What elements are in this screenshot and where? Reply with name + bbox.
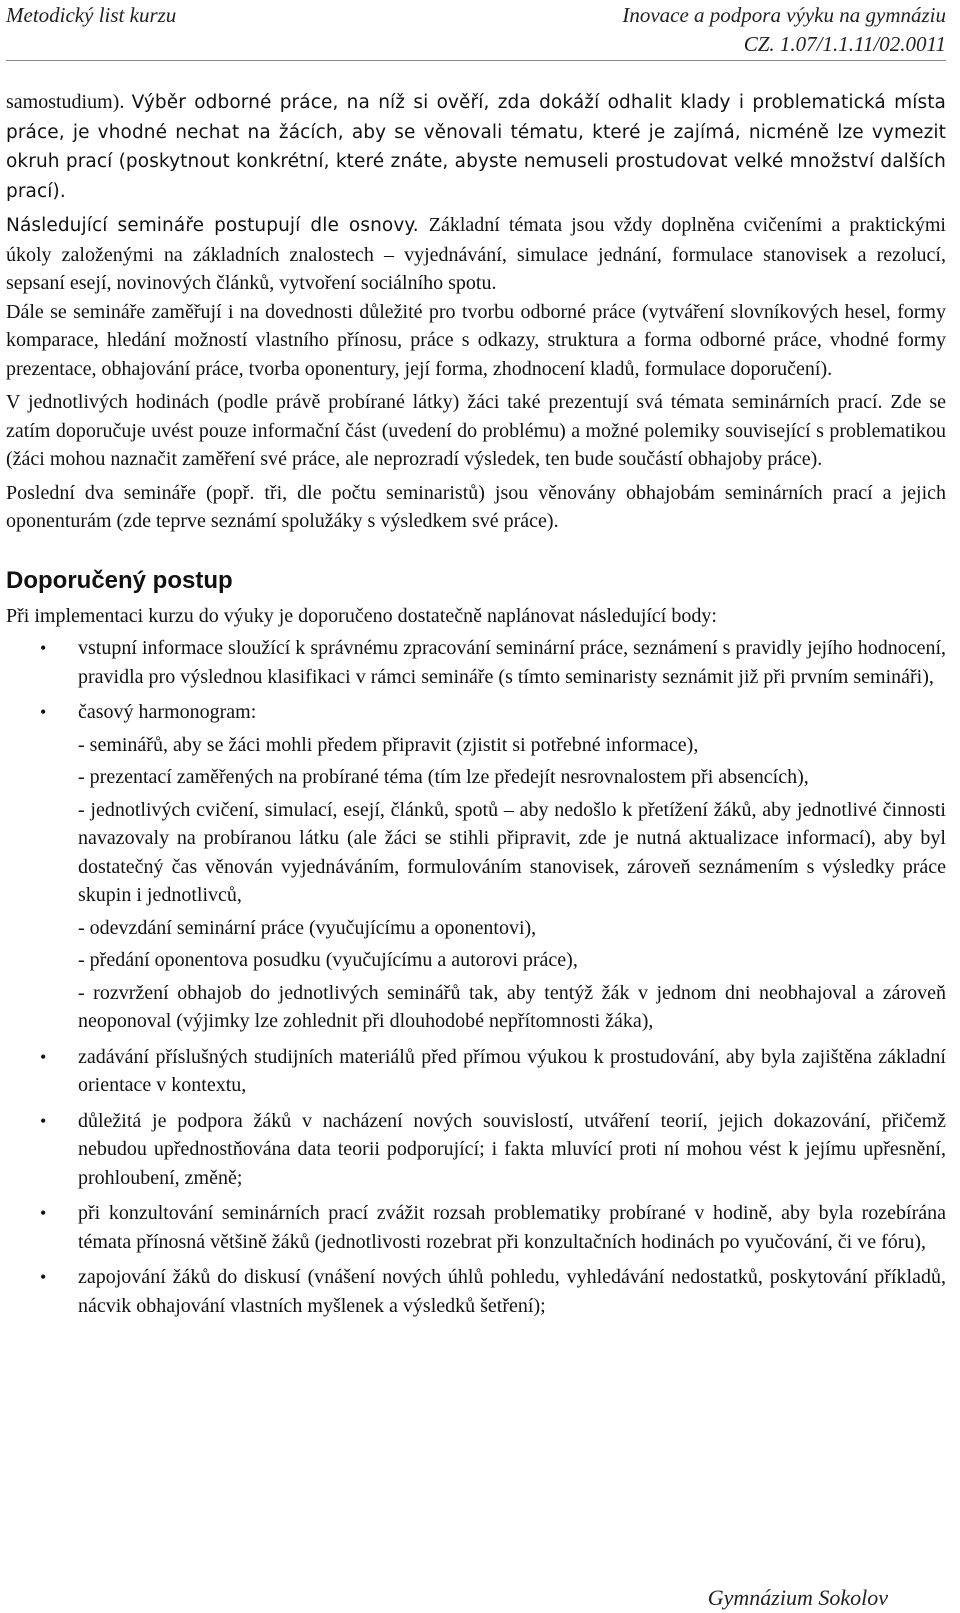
paragraph-skills: Dále se semináře zaměřují i na dovednosti důležité pro tvorbu odborné práce (vytváření slovníkových hesel, formy komparace, hledání možností vlastního přínosu, práce s odkazy, struktura a forma odborné práce, vhodné formy prezentace, obhajování práce, tvorba oponentury, její forma, zhodnocení kladů, formulace doporučení).: [6, 300, 946, 380]
bullet-icon: •: [40, 1046, 47, 1067]
bullet-icon: •: [40, 1203, 47, 1223]
schedule-subitem: - prezentací zaměřených na probírané téma (tím lze předejít nesrovnalostem při absencích),: [78, 766, 809, 788]
header-project-code: CZ. 1.07/1.1.11/02.0011: [743, 32, 946, 56]
recommended-steps-list: [6, 634, 946, 1320]
list-item: [6, 1263, 946, 1320]
list-item-text: důležitá je podpora žáků v nacházení nových souvislostí, utváření teorií, jejich dokazování, přičemž nebudou upřednostňována data teorii podporující; i fakta mluvící proti ní mohou vést k jejímu upřesnění, prohloubení, změně;: [78, 1109, 946, 1189]
header-project-name: Inovace a podpora výyku na gymnáziu: [622, 3, 946, 27]
paragraph-outline-lead: Následující semináře postupují dle osnovy.: [6, 215, 429, 236]
paragraph-topic-text: Výběr odborné práce, na níž si ověří, zda dokáží odhalit klady i problematická místa práce, je vhodné nechat na žácích, aby se věnovali tématu, které je zajímá, nicméně lze vymezit okruh prací (poskytnout konkrétní, které znáte, abyste nemuseli prostudovat velké množství dalších prací).: [6, 92, 946, 202]
paragraph-outline-text: Základní témata jsou vždy doplněna cvičeními a praktickými úkoly založenými na základních znalostech – vyjednávání, simulace jednání, formulace stanovisek a rezolucí, sepsaní esejí, novinových článků, vytvoření sociálního spotu.: [6, 214, 946, 294]
footer-school-name: Gymnázium Sokolov: [707, 1585, 888, 1610]
list-item-text: zapojování žáků do diskusí (vnášení nových úhlů pohledu, vyhledávání nedostatků, poskytování příkladů, nácvik obhajování vlastních myšlenek a výsledků šetření);: [78, 1266, 946, 1317]
list-item-title: časový harmonogram:: [78, 701, 257, 723]
schedule-subitem: - rozvržení obhajob do jednotlivých seminářů tak, aby tentýž žák v jednom dni neobhajoval a zároveň neoponoval (výjimky lze zohlednit při dlouhodobé nepřítomnosti žáka),: [78, 981, 946, 1032]
schedule-subitem: - odevzdání seminární práce (vyučujícímu a oponentovi),: [78, 916, 537, 939]
bullet-icon: •: [40, 1267, 47, 1287]
bullet-icon: •: [40, 1110, 47, 1131]
header-divider: [6, 60, 946, 61]
header-course-title: Metodický list kurzu: [6, 3, 177, 27]
schedule-subitem: - jednotlivých cvičení, simulací, esejí, článků, spotů – aby nedošlo k přetížení žáků, aby jednotlivé činnosti navazovaly na probíranou látku (ale žáci se stihli připravit, zde je nutná aktualizace informací), aby byl dostatečný čas věnován vyjednáváním, formulováním stanovisek, zároveň seznámením s výsledky práce skupin i jednotlivců,: [78, 798, 946, 906]
list-item-text: vstupní informace sloužící k správnému zpracování seminární práce, seznámení s pravidly jejího hodnocení, pravidla pro výslednou klasifikaci v rámci semináře (s tímto seminaristy seznámit již při prvním semináři),: [78, 637, 946, 688]
list-item: [6, 1199, 946, 1256]
list-item: [6, 1043, 946, 1100]
paragraph-lead-in: samostudium).: [6, 91, 132, 113]
paragraph-seminar-outline: [6, 211, 946, 298]
section-intro: Při implementaci kurzu do výuky je doporučeno dostatečně naplánovat následující body:: [6, 604, 717, 627]
section-heading: Doporučený postup: [6, 566, 233, 594]
bullet-icon: •: [40, 702, 47, 722]
bullet-icon: •: [40, 638, 47, 658]
list-item: [6, 1107, 946, 1193]
list-item-text: zadávání příslušných studijních materiálů před přímou výukou k prostudování, aby byla zajištěna základní orientace v kontextu,: [78, 1045, 946, 1096]
list-item: [6, 634, 946, 691]
paragraph-presentations: V jednotlivých hodinách (podle právě probírané látky) žáci také prezentují svá témata seminárních prací. Zde se zatím doporučuje uvést pouze informační část (uvedení do problému) a možné polemiky související s problematikou (žáci mohou naznačit zaměření své práce, ale neprozradí výsledek, ten bude součástí obhajoby práce).: [6, 391, 946, 470]
document-body: [6, 88, 946, 1327]
list-item: [6, 698, 946, 1036]
list-item-text: při konzultování seminárních prací zvážit rozsah problematiky probírané v hodině, aby byla rozebírána témata přínosná většině žáků (jednotlivosti rozebrat při konzultačních hodinách po vyučování, či ve fóru),: [78, 1202, 946, 1253]
schedule-subitem: - předání oponentova posudku (vyučujícímu a autorovi práce),: [78, 949, 578, 971]
header-project-info: [622, 1, 946, 59]
paragraph-defenses: Poslední dva semináře (popř. tři, dle počtu seminaristů) jsou věnovány obhajobám seminárních prací a jejich oponenturám (zde teprve seznámí spolužáky s výsledkem své práce).: [6, 481, 946, 532]
running-header: [6, 0, 946, 62]
schedule-subitem: - seminářů, aby se žáci mohli předem připravit (zjistit si potřebné informace),: [78, 733, 699, 756]
paragraph-topic-selection: [6, 88, 946, 206]
